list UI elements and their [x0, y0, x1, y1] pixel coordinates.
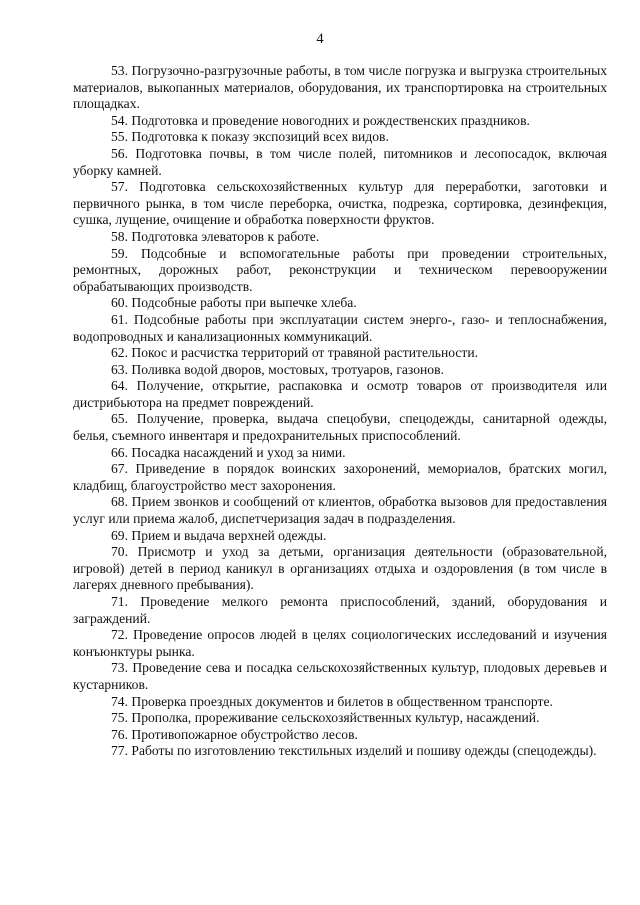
list-item: 65. Получение, проверка, выдача спецобуви, спецодежды, санитарной одежды, белья, съемного инвентаря и предохранительных приспособлений.: [73, 411, 607, 444]
list-item: 69. Прием и выдача верхней одежды.: [111, 527, 327, 543]
list-item: 71. Проведение мелкого ремонта приспособлений, зданий, оборудования и заграждений.: [73, 594, 607, 626]
list-item: 58. Подготовка элеваторов к работе.: [111, 228, 320, 244]
page-number: 4: [316, 31, 324, 47]
list-item: 54. Подготовка и проведение новогодних и рождественских праздников.: [111, 112, 530, 128]
list-item: 61. Подсобные работы при эксплуатации систем энерго-, газо- и теплоснабжения, водопроводных и канализационных коммуникаций.: [73, 311, 607, 344]
item-list: [73, 63, 607, 760]
list-item: 70. Присмотр и уход за детьми, организация деятельности (образовательной, игровой) детей в период каникул в организациях отдыха и оздоровления (в том числе в лагерях дневного пребывания).: [73, 544, 607, 593]
list-item: 60. Подсобные работы при выпечке хлеба.: [111, 295, 357, 311]
list-item: 53. Погрузочно-разгрузочные работы, в том числе погрузка и выгрузка строительных материалов, выкопанных материалов, оборудования, их транспортировка на строительных площадках.: [73, 63, 607, 112]
list-item: 72. Проведение опросов людей в целях социологических исследований и изучения конъюнктуры рынка.: [73, 627, 607, 659]
list-item: 68. Прием звонков и сообщений от клиентов, обработка вызовов для предоставления услуг или приема жалоб, диспетчеризация задач в подразделения.: [73, 494, 607, 527]
list-item: 67. Приведение в порядок воинских захоронений, мемориалов, братских могил, кладбищ, благоустройство мест захоронения.: [73, 461, 607, 493]
list-item: 59. Подсобные и вспомогательные работы при проведении строительных, ремонтных, дорожных работ, реконструкции и техническом перевооружении обрабатывающих производств.: [73, 245, 607, 294]
list-item: 75. Прополка, прореживание сельскохозяйственных культур, насаждений.: [111, 710, 540, 726]
list-item: 56. Подготовка почвы, в том числе полей, питомников и лесопосадок, включая уборку камней.: [73, 145, 607, 178]
list-item: 76. Противопожарное обустройство лесов.: [111, 726, 358, 742]
list-item: 55. Подготовка к показу экспозиций всех видов.: [111, 129, 389, 145]
list-item: 57. Подготовка сельскохозяйственных культур для переработки, заготовки и первичного рынка, в том числе переборка, очистка, подрезка, сортировка, дезинфекция, сушка, лущение, очищение и обработка поверхности фруктов.: [73, 179, 607, 228]
list-item: 74. Проверка проездных документов и билетов в общественном транспорте.: [111, 693, 553, 709]
list-item: 63. Поливка водой дворов, мостовых, тротуаров, газонов.: [111, 361, 444, 377]
list-item: 62. Покос и расчистка территорий от травяной растительности.: [111, 345, 479, 361]
list-item: 64. Получение, открытие, распаковка и осмотр товаров от производителя или дистрибьютора на предмет повреждений.: [73, 378, 607, 410]
list-item: 77. Работы по изготовлению текстильных изделий и пошиву одежды (спецодежды).: [111, 743, 597, 759]
list-item: 66. Посадка насаждений и уход за ними.: [111, 444, 346, 460]
list-item: 73. Проведение сева и посадка сельскохозяйственных культур, плодовых деревьев и кустарников.: [73, 660, 607, 692]
